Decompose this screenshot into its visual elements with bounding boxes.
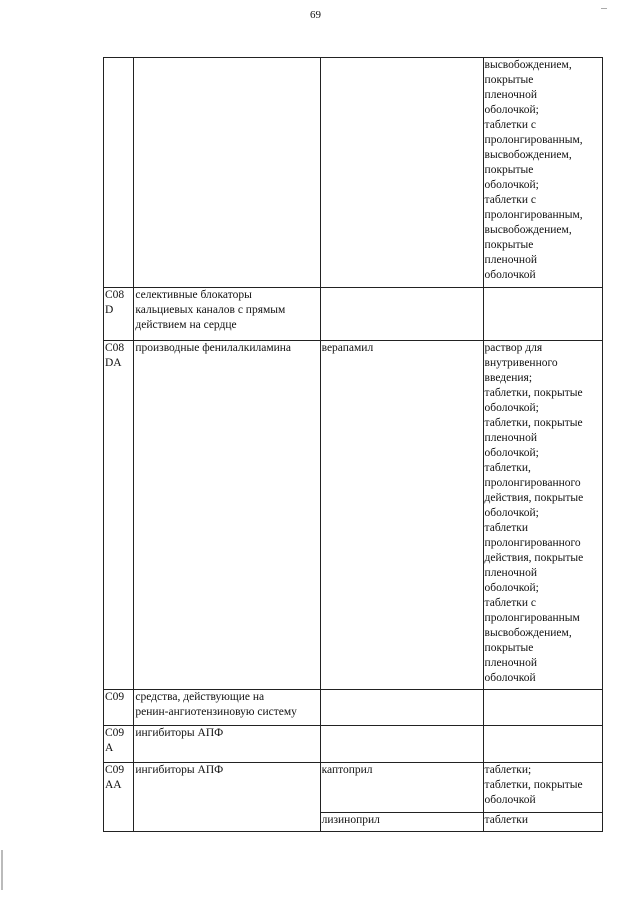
cell-text-line: C09 — [105, 691, 125, 703]
cell-text-line: таблетки — [484, 814, 528, 826]
table-row — [104, 726, 603, 763]
dosage-form-cell — [483, 763, 602, 813]
drug-name-cell — [320, 690, 483, 726]
cell-text-line: AA — [105, 779, 122, 791]
drug-name-cell — [320, 341, 483, 690]
cell-text-line: таблетки с — [484, 597, 536, 609]
atc-code-cell — [104, 288, 134, 341]
dosage-form-cell — [483, 288, 602, 341]
cell-text-line: оболочкой — [484, 794, 536, 806]
cell-text-line: селективные блокаторы — [135, 289, 252, 301]
cell-text-line: пролонгированным, — [484, 134, 583, 146]
pharmacological-group-cell — [134, 341, 320, 690]
cell-text-line: оболочкой; — [484, 179, 539, 191]
cell-text-line: действия, покрытые — [484, 552, 584, 564]
cell-text-line: ингибиторы АПФ — [135, 727, 224, 739]
dosage-form-cell — [483, 726, 602, 763]
atc-code-cell — [104, 58, 134, 288]
drug-classification-table — [103, 57, 603, 832]
drug-name-cell — [320, 726, 483, 763]
cell-text-line: пленочной — [484, 432, 537, 444]
pharmacological-group-cell — [134, 288, 320, 341]
cell-text-line: внутривенного — [484, 357, 558, 369]
cell-text-line: пленочной — [484, 254, 537, 266]
cell-text-line: таблетки с — [484, 194, 536, 206]
cell-text-line: пролонгированного — [484, 477, 581, 489]
cell-text-line: DA — [105, 357, 122, 369]
cell-text-line: оболочкой; — [484, 447, 539, 459]
cell-text-line: раствор для — [484, 342, 543, 354]
drug-name-cell — [320, 288, 483, 341]
cell-text-line: C08 — [105, 289, 125, 301]
pharmacological-group-cell — [134, 763, 320, 832]
dosage-form-cell — [483, 690, 602, 726]
pharmacological-group-cell — [134, 690, 320, 726]
cell-text-line: пленочной — [484, 567, 537, 579]
cell-text-line: оболочкой — [484, 672, 536, 684]
cell-text-line: кальциевых каналов с прямым — [135, 304, 286, 316]
cell-text-line: покрытые — [484, 164, 534, 176]
cell-text-line: ренин-ангиотензиновую систему — [135, 706, 297, 718]
table-row — [104, 288, 603, 341]
cell-text-line: таблетки, покрытые — [484, 779, 583, 791]
table-row — [104, 763, 603, 813]
cell-text-line: пленочной — [484, 657, 537, 669]
cell-text-line: оболочкой; — [484, 104, 539, 116]
cell-text-line: C09 — [105, 727, 125, 739]
cell-text-line: оболочкой; — [484, 402, 539, 414]
atc-code-cell — [104, 726, 134, 763]
dosage-form-cell — [483, 58, 602, 288]
scan-binding-mark — [1, 850, 3, 890]
pharmacological-group-cell — [134, 58, 320, 288]
cell-text-line: пролонгированным — [484, 612, 580, 624]
cell-text-line: производные фенилалкиламина — [135, 342, 292, 354]
scan-mark — [601, 8, 607, 9]
cell-text-line: высвобождением, — [484, 59, 572, 71]
cell-text-line: оболочкой; — [484, 507, 539, 519]
cell-text-line: оболочкой; — [484, 582, 539, 594]
cell-text-line: действием на сердце — [135, 319, 237, 331]
cell-text-line: высвобождением, — [484, 627, 572, 639]
cell-text-line: C09 — [105, 764, 125, 776]
cell-text-line: пролонгированным, — [484, 209, 583, 221]
cell-text-line: пленочной — [484, 89, 537, 101]
cell-text-line: введения; — [484, 372, 533, 384]
dosage-form-cell — [483, 341, 602, 690]
drug-name-cell — [320, 58, 483, 288]
cell-text-line: средства, действующие на — [135, 691, 265, 703]
pharmacological-group-cell — [134, 726, 320, 763]
table-row — [104, 341, 603, 690]
drug-name-cell — [320, 763, 483, 813]
cell-text-line: оболочкой — [484, 269, 536, 281]
cell-text-line: действия, покрытые — [484, 492, 584, 504]
cell-text-line: таблетки, — [484, 462, 531, 474]
page-number: 69 — [310, 9, 321, 21]
cell-text-line: A — [105, 742, 114, 754]
cell-text-line: таблетки, покрытые — [484, 387, 583, 399]
cell-text-line: покрытые — [484, 239, 534, 251]
atc-code-cell — [104, 341, 134, 690]
cell-text-line: таблетки — [484, 522, 528, 534]
cell-text-line: таблетки; — [484, 764, 532, 776]
atc-code-cell — [104, 690, 134, 726]
cell-text-line: каптоприл — [321, 764, 373, 776]
cell-text-line: таблетки, покрытые — [484, 417, 583, 429]
cell-text-line: покрытые — [484, 74, 534, 86]
cell-text-line: лизиноприл — [321, 814, 380, 826]
cell-text-line: D — [105, 304, 114, 316]
cell-text-line: пролонгированного — [484, 537, 581, 549]
cell-text-line: ингибиторы АПФ — [135, 764, 224, 776]
cell-text-line: высвобождением, — [484, 224, 572, 236]
atc-code-cell — [104, 763, 134, 832]
table-row — [104, 58, 603, 288]
cell-text-line: верапамил — [321, 342, 374, 354]
drug-name-cell — [320, 813, 483, 832]
cell-text-line: покрытые — [484, 642, 534, 654]
cell-text-line: C08 — [105, 342, 125, 354]
cell-text-line: высвобождением, — [484, 149, 572, 161]
cell-text-line: таблетки с — [484, 119, 536, 131]
dosage-form-cell — [483, 813, 602, 832]
table-row — [104, 690, 603, 726]
